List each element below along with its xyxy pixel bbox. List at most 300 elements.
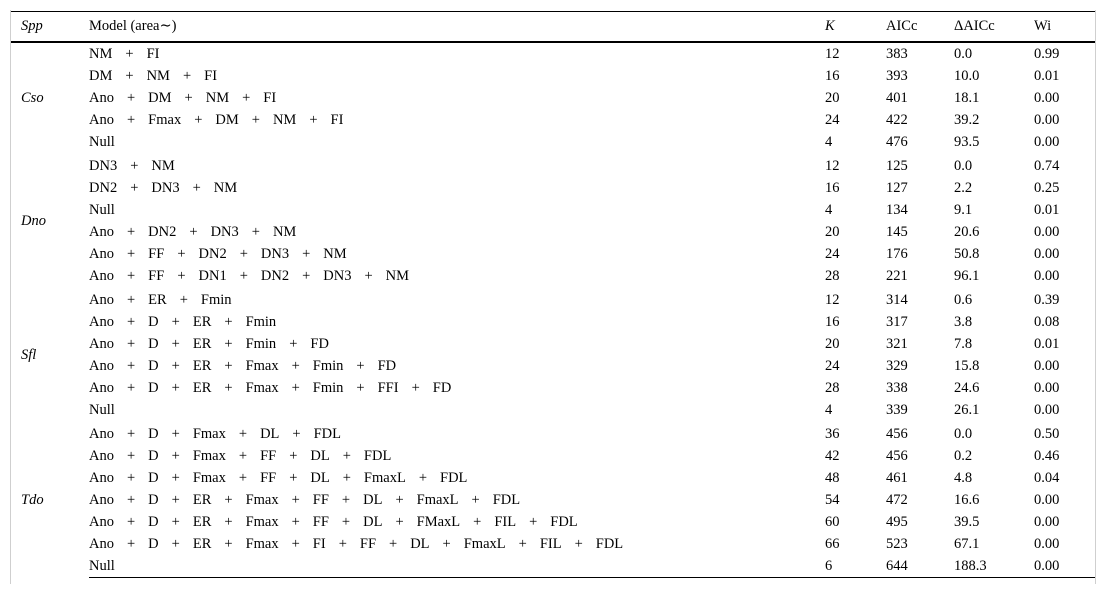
model-term: D	[148, 535, 159, 552]
aicc-cell: 317	[886, 313, 908, 330]
delta-aicc-cell: 26.1	[954, 401, 980, 418]
table-row	[11, 489, 1095, 511]
wi-cell: 0.00	[1034, 513, 1060, 530]
table-row	[11, 555, 1095, 578]
delta-aicc-cell: 50.8	[954, 245, 980, 262]
model-term: FIL	[539, 535, 562, 552]
plus-sign: +	[242, 89, 251, 106]
model-cell	[89, 42, 825, 65]
plus-sign: +	[224, 491, 233, 508]
plus-sign: +	[179, 291, 188, 308]
k-cell: 20	[825, 89, 840, 106]
model-term: NM	[213, 179, 238, 196]
k-cell: 28	[825, 379, 840, 396]
k-cell: 4	[825, 201, 833, 218]
model-term: FD	[432, 379, 452, 396]
aicc-cell: 401	[886, 89, 908, 106]
delta-aicc-cell: 3.8	[954, 313, 973, 330]
table-row	[11, 243, 1095, 265]
model-term: DL	[260, 425, 280, 442]
model-term: Ano	[89, 267, 114, 284]
model-term: DL	[363, 491, 383, 508]
plus-sign: +	[238, 447, 248, 464]
plus-sign: +	[224, 379, 233, 396]
model-term: FI	[146, 45, 160, 62]
plus-sign: +	[194, 111, 203, 128]
model-term: Fmin	[245, 335, 277, 352]
plus-sign: +	[171, 469, 180, 486]
header-model: Model (area∼)	[89, 12, 825, 43]
model-cell	[89, 511, 825, 533]
plus-sign: +	[251, 223, 260, 240]
model-term: Fmax	[245, 491, 279, 508]
table-row	[11, 265, 1095, 287]
model-term: Null	[89, 133, 115, 150]
model-term: NM	[205, 89, 230, 106]
model-term: Ano	[89, 335, 114, 352]
model-term: Ano	[89, 379, 114, 396]
plus-sign: +	[309, 111, 318, 128]
model-term: FIL	[494, 513, 517, 530]
header-k: K	[825, 12, 886, 43]
plus-sign: +	[125, 45, 134, 62]
model-term: Fmax	[192, 425, 226, 442]
model-cell	[89, 199, 825, 221]
model-term: Ano	[89, 223, 114, 240]
aicc-cell: 339	[886, 401, 908, 418]
model-cell	[89, 153, 825, 177]
plus-sign: +	[126, 313, 136, 330]
model-term: DN1	[198, 267, 227, 284]
aicc-cell: 338	[886, 379, 908, 396]
plus-sign: +	[192, 179, 201, 196]
plus-sign: +	[171, 535, 180, 552]
model-term: FF	[260, 469, 277, 486]
model-cell	[89, 131, 825, 153]
model-term: D	[148, 357, 159, 374]
wi-cell: 0.00	[1034, 555, 1095, 578]
plus-sign: +	[125, 67, 134, 84]
plus-sign: +	[126, 535, 136, 552]
table-row	[11, 445, 1095, 467]
aicc-cell: 476	[886, 133, 908, 150]
species-cell: Cso	[21, 89, 44, 106]
species-cell: Dno	[21, 212, 46, 229]
plus-sign: +	[224, 313, 233, 330]
delta-aicc-cell: 0.2	[954, 447, 973, 464]
plus-sign: +	[224, 335, 233, 352]
plus-sign: +	[171, 491, 180, 508]
model-term: FD	[377, 357, 397, 374]
model-term: FI	[263, 89, 277, 106]
aicc-cell: 644	[886, 555, 954, 578]
table-row	[11, 65, 1095, 87]
model-term: Null	[89, 557, 115, 574]
k-cell: 24	[825, 245, 840, 262]
plus-sign: +	[224, 357, 233, 374]
model-term: Fmax	[245, 357, 279, 374]
model-term: DN2	[148, 223, 177, 240]
wi-cell: 0.01	[1034, 67, 1060, 84]
model-term: Ano	[89, 513, 114, 530]
plus-sign: +	[442, 535, 451, 552]
plus-sign: +	[126, 267, 136, 284]
delta-aicc-cell: 0.0	[954, 45, 973, 62]
wi-cell: 0.00	[1034, 223, 1060, 240]
model-cell	[89, 177, 825, 199]
model-term: DN3	[210, 223, 239, 240]
plus-sign: +	[171, 313, 180, 330]
model-cell	[89, 489, 825, 511]
model-selection-table	[11, 11, 1095, 578]
plus-sign: +	[292, 425, 301, 442]
model-term: Ano	[89, 491, 114, 508]
wi-cell: 0.00	[1034, 133, 1060, 150]
model-term: FF	[148, 245, 165, 262]
plus-sign: +	[342, 469, 351, 486]
model-term: ER	[192, 491, 212, 508]
model-term: FI	[312, 535, 326, 552]
plus-sign: +	[126, 111, 136, 128]
plus-sign: +	[341, 513, 351, 530]
plus-sign: +	[171, 357, 180, 374]
model-term: D	[148, 447, 159, 464]
k-cell: 36	[825, 425, 840, 442]
plus-sign: +	[126, 379, 136, 396]
aicc-cell: 456	[886, 425, 908, 442]
k-cell: 4	[825, 133, 833, 150]
aicc-cell: 461	[886, 469, 908, 486]
table-row	[11, 177, 1095, 199]
table-row	[11, 199, 1095, 221]
model-term: Ano	[89, 425, 114, 442]
model-term: Fmax	[192, 469, 226, 486]
aicc-cell: 472	[886, 491, 908, 508]
model-cell	[89, 243, 825, 265]
k-cell: 4	[825, 401, 833, 418]
wi-cell: 0.01	[1034, 201, 1060, 218]
plus-sign: +	[126, 425, 136, 442]
delta-aicc-cell: 39.5	[954, 513, 980, 530]
k-cell: 20	[825, 223, 840, 240]
plus-sign: +	[171, 425, 180, 442]
model-term: D	[148, 313, 159, 330]
model-cell	[89, 333, 825, 355]
plus-sign: +	[126, 335, 136, 352]
table-row	[11, 333, 1095, 355]
plus-sign: +	[395, 491, 404, 508]
model-term: D	[148, 513, 159, 530]
model-term: DN3	[151, 179, 180, 196]
model-term: Ano	[89, 357, 114, 374]
plus-sign: +	[126, 357, 136, 374]
k-cell: 60	[825, 513, 840, 530]
model-cell	[89, 65, 825, 87]
plus-sign: +	[289, 335, 298, 352]
model-term: FDL	[363, 447, 392, 464]
model-term: Ano	[89, 313, 114, 330]
model-term: Fmax	[192, 447, 226, 464]
plus-sign: +	[126, 89, 136, 106]
plus-sign: +	[389, 535, 398, 552]
plus-sign: +	[126, 491, 136, 508]
aicc-cell: 523	[886, 535, 908, 552]
delta-aicc-cell: 10.0	[954, 67, 980, 84]
model-term: DM	[89, 67, 113, 84]
delta-aicc-cell: 18.1	[954, 89, 980, 106]
k-cell: 24	[825, 111, 840, 128]
plus-sign: +	[126, 469, 136, 486]
plus-sign: +	[182, 67, 192, 84]
wi-cell: 0.00	[1034, 491, 1060, 508]
aicc-cell: 145	[886, 223, 908, 240]
model-term: FFI	[377, 379, 399, 396]
model-term: Ano	[89, 245, 114, 262]
aicc-cell: 321	[886, 335, 908, 352]
plus-sign: +	[130, 157, 139, 174]
plus-sign: +	[177, 267, 186, 284]
model-term: DN2	[198, 245, 227, 262]
model-term: Fmin	[312, 379, 344, 396]
plus-sign: +	[171, 379, 180, 396]
delta-aicc-cell: 96.1	[954, 267, 980, 284]
model-term: FMaxL	[416, 513, 461, 530]
table-row	[11, 287, 1095, 311]
aicc-cell: 314	[886, 291, 908, 308]
k-cell: 16	[825, 67, 840, 84]
model-term: Fmax	[245, 513, 279, 530]
model-term: Fmin	[245, 313, 277, 330]
wi-cell: 0.00	[1034, 401, 1060, 418]
plus-sign: +	[291, 357, 300, 374]
model-term: ER	[192, 357, 212, 374]
model-term: D	[148, 469, 159, 486]
delta-aicc-cell: 7.8	[954, 335, 973, 352]
model-cell	[89, 377, 825, 399]
plus-sign: +	[471, 491, 480, 508]
table-row	[11, 153, 1095, 177]
plus-sign: +	[184, 89, 193, 106]
header-row	[11, 12, 1095, 43]
header-aicc: AICc	[886, 12, 954, 43]
delta-aicc-cell: 9.1	[954, 201, 973, 218]
wi-cell: 0.01	[1034, 335, 1060, 352]
table-row	[11, 87, 1095, 109]
plus-sign: +	[126, 223, 136, 240]
plus-sign: +	[395, 513, 404, 530]
model-term: Null	[89, 401, 115, 418]
delta-aicc-cell: 0.0	[954, 425, 973, 442]
model-term: DN3	[89, 157, 118, 174]
plus-sign: +	[291, 513, 300, 530]
model-term: ER	[192, 313, 212, 330]
model-term: Null	[89, 201, 115, 218]
plus-sign: +	[411, 379, 420, 396]
model-term: ER	[148, 291, 167, 308]
delta-aicc-cell: 0.6	[954, 291, 973, 308]
wi-cell: 0.99	[1034, 45, 1060, 62]
model-term: DM	[148, 89, 172, 106]
aicc-cell: 221	[886, 267, 908, 284]
plus-sign: +	[238, 425, 248, 442]
plus-sign: +	[302, 245, 311, 262]
wi-cell: 0.39	[1034, 291, 1060, 308]
model-term: DL	[363, 513, 383, 530]
model-term: FDL	[440, 469, 468, 486]
model-term: FI	[330, 111, 344, 128]
model-term: NM	[385, 267, 410, 284]
aicc-cell: 125	[886, 157, 908, 174]
model-term: FF	[312, 491, 329, 508]
plus-sign: +	[356, 379, 365, 396]
delta-aicc-cell: 67.1	[954, 535, 980, 552]
delta-aicc-cell: 0.0	[954, 157, 973, 174]
plus-sign: +	[251, 111, 260, 128]
wi-cell: 0.00	[1034, 357, 1060, 374]
model-term: D	[148, 379, 159, 396]
model-term: DL	[410, 535, 430, 552]
table-body	[11, 42, 1095, 578]
model-term: DN3	[260, 245, 290, 262]
model-term: ER	[192, 379, 212, 396]
table-row	[11, 511, 1095, 533]
plus-sign: +	[291, 491, 300, 508]
model-cell	[89, 445, 825, 467]
model-term: ER	[192, 535, 212, 552]
k-cell: 12	[825, 45, 840, 62]
model-term: NM	[89, 45, 113, 62]
k-cell: 12	[825, 157, 840, 174]
model-term: NM	[146, 67, 170, 84]
k-cell: 48	[825, 469, 840, 486]
wi-cell: 0.00	[1034, 535, 1060, 552]
aicc-cell: 127	[886, 179, 908, 196]
table-row	[11, 467, 1095, 489]
model-term: Fmax	[148, 111, 182, 128]
plus-sign: +	[126, 513, 136, 530]
wi-cell: 0.08	[1034, 313, 1060, 330]
wi-cell: 0.46	[1034, 447, 1060, 464]
model-term: DL	[310, 469, 330, 486]
header-delta-aicc: ΔAICc	[954, 12, 1034, 43]
model-term: Fmax	[245, 379, 279, 396]
k-cell: 12	[825, 291, 840, 308]
model-term: Ano	[89, 291, 114, 308]
model-term: Ano	[89, 447, 114, 464]
plus-sign: +	[171, 447, 180, 464]
plus-sign: +	[574, 535, 583, 552]
model-cell	[89, 355, 825, 377]
wi-cell: 0.00	[1034, 89, 1060, 106]
model-term: DN3	[323, 267, 352, 284]
wi-cell: 0.74	[1034, 157, 1060, 174]
delta-aicc-cell: 188.3	[954, 555, 1034, 578]
table-row	[11, 355, 1095, 377]
model-term: FF	[359, 535, 377, 552]
model-term: FmaxL	[463, 535, 506, 552]
model-term: FDL	[492, 491, 521, 508]
delta-aicc-cell: 4.8	[954, 469, 973, 486]
model-term: FD	[310, 335, 329, 352]
plus-sign: +	[239, 245, 248, 262]
plus-sign: +	[364, 267, 373, 284]
plus-sign: +	[291, 379, 300, 396]
wi-cell: 0.00	[1034, 111, 1060, 128]
delta-aicc-cell: 20.6	[954, 223, 980, 240]
model-term: FF	[312, 513, 329, 530]
model-term: Fmin	[200, 291, 232, 308]
plus-sign: +	[224, 513, 233, 530]
plus-sign: +	[238, 469, 248, 486]
aicc-cell: 176	[886, 245, 908, 262]
aicc-cell: 422	[886, 111, 908, 128]
model-term: NM	[272, 223, 297, 240]
model-cell	[89, 399, 825, 421]
model-term: DN2	[260, 267, 290, 284]
plus-sign: +	[189, 223, 198, 240]
model-term: NM	[272, 111, 297, 128]
delta-aicc-cell: 15.8	[954, 357, 980, 374]
aicc-cell: 329	[886, 357, 908, 374]
model-cell	[89, 311, 825, 333]
plus-sign: +	[338, 535, 347, 552]
aicc-cell: 393	[886, 67, 908, 84]
table-row	[11, 399, 1095, 421]
header-wi: Wi	[1034, 12, 1095, 43]
k-cell: 66	[825, 535, 840, 552]
table-row	[11, 311, 1095, 333]
model-term: D	[148, 491, 159, 508]
table-row	[11, 42, 1095, 65]
table-row	[11, 221, 1095, 243]
table-row	[11, 109, 1095, 131]
species-cell: Tdo	[21, 491, 44, 508]
model-term: Ano	[89, 111, 114, 128]
table-row	[11, 377, 1095, 399]
aicc-cell: 134	[886, 201, 908, 218]
table-row	[11, 421, 1095, 445]
plus-sign: +	[291, 535, 300, 552]
model-term: FmaxL	[416, 491, 459, 508]
model-term: NM	[323, 245, 347, 262]
delta-aicc-cell: 16.6	[954, 491, 980, 508]
model-cell	[89, 87, 825, 109]
delta-aicc-cell: 24.6	[954, 379, 980, 396]
header-spp: Spp	[11, 12, 89, 43]
plus-sign: +	[473, 513, 482, 530]
model-term: DN2	[89, 179, 118, 196]
wi-cell: 0.00	[1034, 245, 1060, 262]
model-term: FDL	[550, 513, 578, 530]
k-cell: 54	[825, 491, 840, 508]
table-header	[11, 12, 1095, 43]
model-cell	[89, 109, 825, 131]
delta-aicc-cell: 39.2	[954, 111, 980, 128]
plus-sign: +	[126, 291, 136, 308]
aicc-cell: 456	[886, 447, 908, 464]
model-cell	[89, 221, 825, 243]
model-term: NM	[151, 157, 175, 174]
k-cell: 20	[825, 335, 840, 352]
model-cell	[89, 265, 825, 287]
model-term: FI	[204, 67, 218, 84]
wi-cell: 0.25	[1034, 179, 1060, 196]
delta-aicc-cell: 2.2	[954, 179, 973, 196]
plus-sign: +	[171, 513, 180, 530]
model-term: ER	[192, 513, 212, 530]
model-term: Ano	[89, 469, 114, 486]
wi-cell: 0.00	[1034, 379, 1060, 396]
